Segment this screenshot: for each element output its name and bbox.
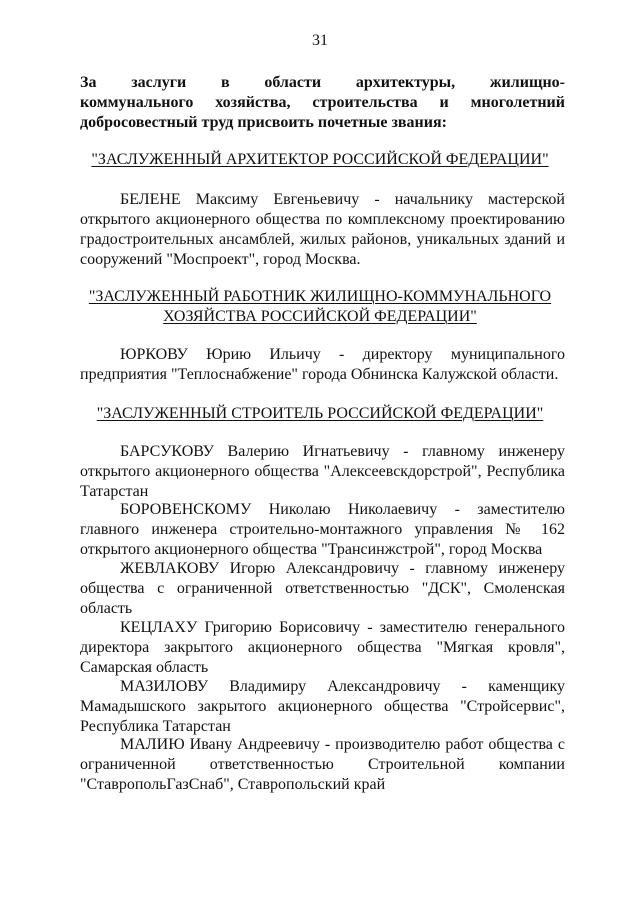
award-entry (80, 677, 565, 737)
entry-line: "СтавропольГазСнаб", Ставропольский край (80, 776, 386, 793)
heading-line: "ЗАСЛУЖЕННЫЙ РАБОТНИК ЖИЛИЩНО-КОММУНАЛЬНОГО (88, 288, 552, 305)
entry-line: Мамадышского закрытого акционерного общества "Стройсервис", (80, 698, 565, 715)
heading-line: "ЗАСЛУЖЕННЫЙ СТРОИТЕЛЬ РОССИЙСКОЙ ФЕДЕРАЦИИ" (96, 405, 544, 422)
award-entry (80, 618, 565, 678)
award-entry (80, 190, 565, 270)
entry-line: сооружений "Моспроект", город Москва. (80, 251, 361, 268)
entry-line: БЕЛЕНЕ Максиму Евгеньевичу - начальнику мастерской (120, 191, 565, 208)
award-entry (80, 345, 565, 385)
entry-line: Республика Татарстан (80, 718, 231, 735)
heading-line: "ЗАСЛУЖЕННЫЙ АРХИТЕКТОР РОССИЙСКОЙ ФЕДЕРАЦИИ" (91, 151, 549, 168)
entry-line: МАЗИЛОВУ Владимиру Александровичу - каменщику (120, 678, 565, 695)
intro-line: коммунального хозяйства, строительства и многолетний (80, 94, 565, 111)
title-heading-builder (60, 404, 580, 424)
entry-line: открытого акционерного общества "Трансинжстрой", город Москва (80, 541, 543, 558)
entry-line: открытого акционерного общества по комплексному проектированию (80, 211, 565, 228)
entry-line: ЖЕВЛАКОВУ Игорю Александровичу - главному инженеру (120, 560, 565, 577)
entry-line: предприятия "Теплоснабжение" города Обнинска Калужской области. (80, 366, 559, 383)
award-entry (80, 500, 565, 560)
entry-line: ЮРКОВУ Юрию Ильичу - директору муниципального (120, 346, 565, 363)
entry-line: ограниченной ответственностью Строительной компании (80, 756, 565, 773)
intro-line: добросовестный труд присвоить почетные звания: (80, 114, 447, 131)
award-entry (80, 442, 565, 502)
entry-line: БОРОВЕНСКОМУ Николаю Николаевичу - заместителю (120, 501, 565, 518)
entry-line: общества с ограниченной ответственностью "ДСК", Смоленская (80, 580, 565, 597)
entry-line: область (80, 600, 133, 617)
entry-line: директора закрытого акционерного общества "Мягкая кровля", (80, 639, 565, 656)
entry-line: КЕЦЛАХУ Григорию Борисовичу - заместителю генерального (120, 619, 565, 636)
entry-line: главного инженера строительно-монтажного управления № 162 (80, 521, 565, 538)
intro-line: За заслуги в области архитектуры, жилищно- (80, 74, 565, 91)
heading-line: ХОЗЯЙСТВА РОССИЙСКОЙ ФЕДЕРАЦИИ" (163, 308, 477, 325)
entry-line: Татарстан (80, 483, 149, 500)
entry-line: открытого акционерного общества "Алексеевскдорстрой", Республика (80, 463, 565, 480)
page-number: 31 (312, 32, 328, 49)
entry-line: градостроительных ансамблей, жилых районов, уникальных зданий и (80, 231, 565, 248)
award-entry (80, 735, 565, 795)
entry-line: Самарская область (80, 659, 209, 676)
entry-line: МАЛИЮ Ивану Андреевичу - производителю работ общества с (120, 736, 565, 753)
title-heading-architect (60, 150, 580, 170)
intro-paragraph (80, 73, 565, 133)
title-heading-housing (60, 287, 580, 327)
award-entry (80, 559, 565, 619)
entry-line: БАРСУКОВУ Валерию Игнатьевичу - главному инженеру (120, 443, 565, 460)
